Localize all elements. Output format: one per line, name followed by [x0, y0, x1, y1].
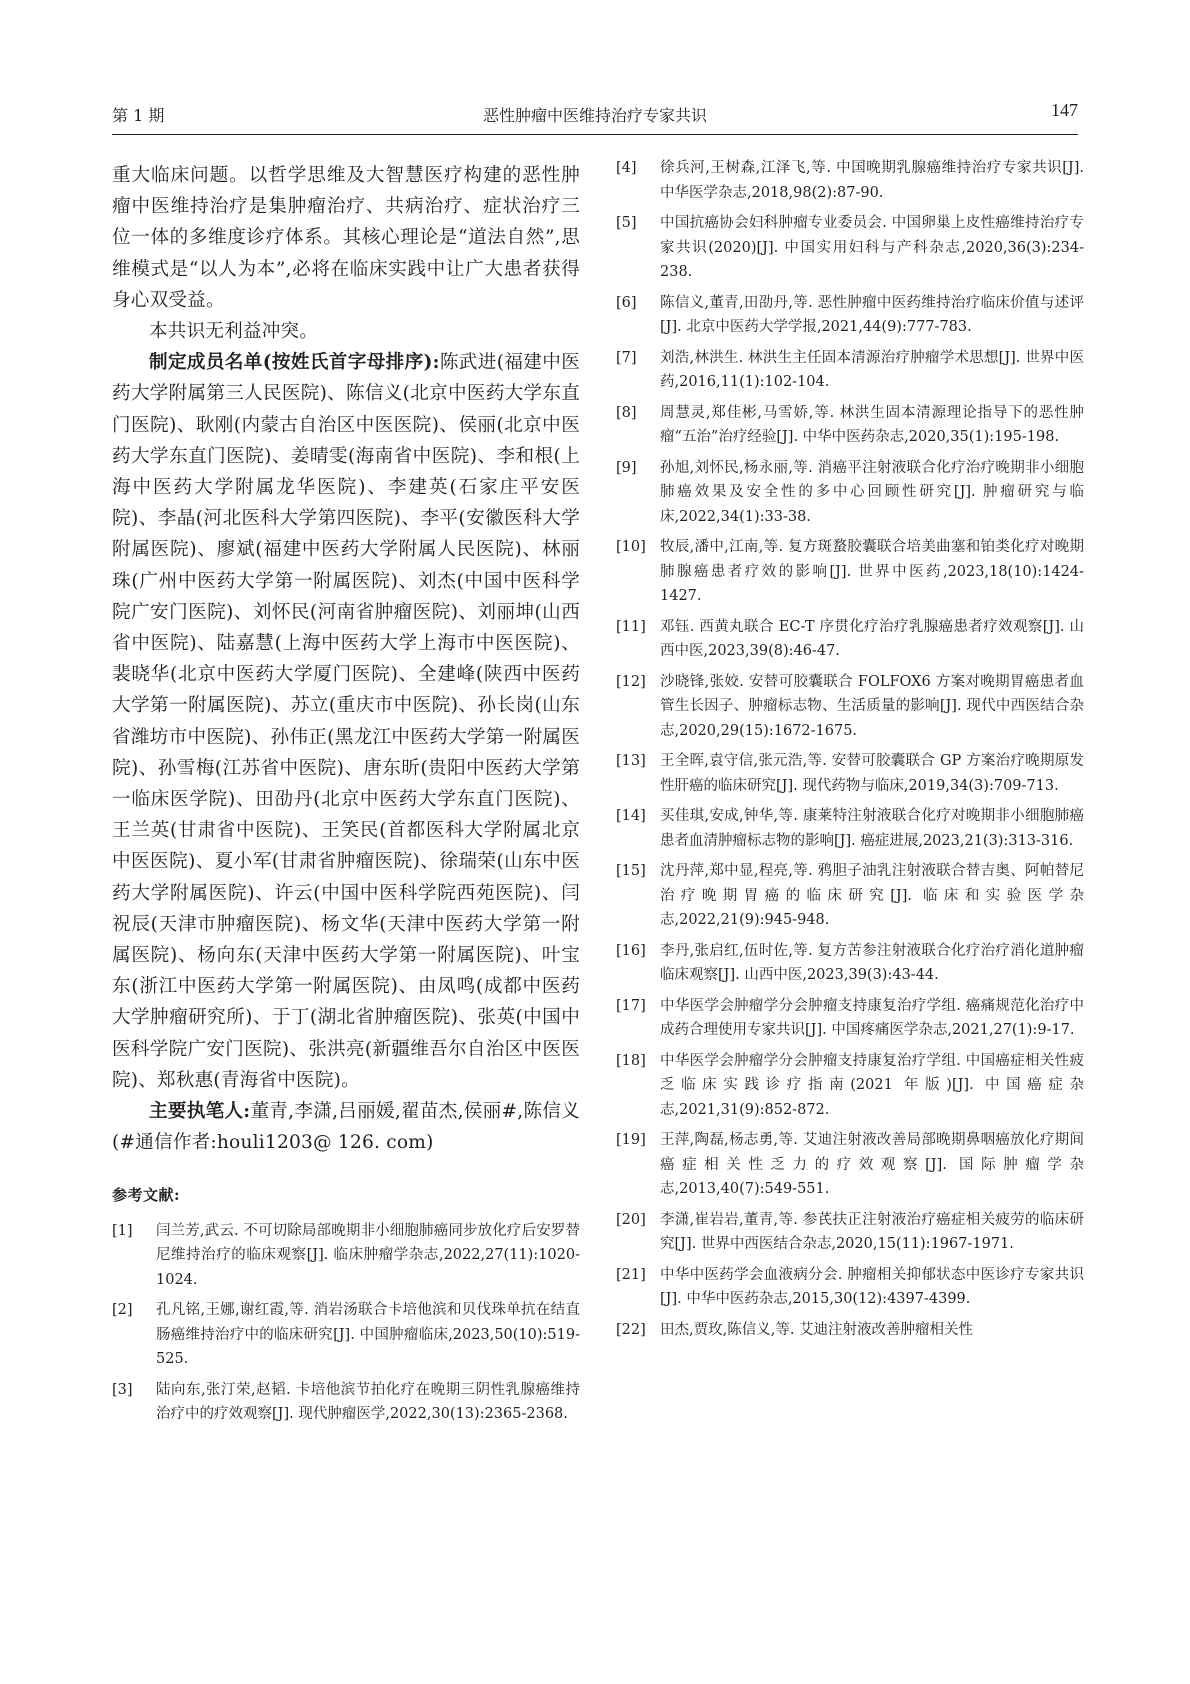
- reference-item: [616, 211, 1084, 285]
- reference-text: 陈信义,董青,田劭丹,等. 恶性肿瘤中医药维持治疗临床价值与述评[J]. 北京中医药大学学报,2021,44(9):777-783.: [660, 294, 1084, 335]
- reference-number: [18]: [616, 1052, 646, 1069]
- reference-item: [616, 291, 1084, 340]
- reference-number: [21]: [616, 1266, 646, 1283]
- running-header: [112, 100, 1078, 127]
- reference-number: [7]: [616, 349, 637, 366]
- running-title: 恶性肿瘤中医维持治疗专家共识: [482, 106, 707, 125]
- reference-number: [19]: [616, 1132, 646, 1148]
- reference-item: [616, 156, 1084, 205]
- reference-text: 牧辰,潘中,江南,等. 复方斑蝥胶囊联合培美曲塞和铂类化疗对晚期肺腺癌患者疗效的影响[J]. 世界中医药,2023,18(10):1424-1427.: [660, 539, 1084, 604]
- reference-number: [20]: [616, 1211, 646, 1228]
- authors-paragraph: [112, 1096, 580, 1158]
- reference-text: 中华中医药学会血液病分会. 肿瘤相关抑郁状态中医诊疗专家共识[J]. 中华中医药杂志,2015,30(12):4397-4399.: [660, 1266, 1084, 1307]
- authors-text: 董青,李潇,吕丽媛,翟苗杰,侯丽#,陈信义(#通信作者:houli1203@ 126. com): [112, 1101, 580, 1154]
- members-label: 制定成员名单(按姓氏首字母排序):: [149, 352, 440, 374]
- reference-item: [616, 859, 1084, 933]
- reference-item: [616, 401, 1084, 450]
- issue-label: 第 1 期: [112, 106, 165, 125]
- header-rule: [112, 134, 1078, 135]
- conflict-statement: 本共识无利益冲突。: [149, 321, 319, 343]
- reference-list-right: [616, 156, 1084, 1342]
- reference-number: [9]: [616, 459, 637, 476]
- reference-text: 中华医学会肿瘤学分会肿瘤支持康复治疗学组. 癌痛规范化治疗中成药合理使用专家共识[J]. 中国疼痛医学杂志,2021,27(1):9-17.: [660, 997, 1084, 1038]
- reference-text: 中国抗癌协会妇科肿瘤专业委员会. 中国卵巢上皮性癌维持治疗专家共识(2020)[J]. 中国实用妇科与产科杂志,2020,36(3):234-238.: [660, 215, 1084, 280]
- reference-item: [616, 939, 1084, 988]
- reference-number: [1]: [112, 1222, 133, 1239]
- reference-item: [616, 670, 1084, 744]
- reference-item: [112, 1219, 580, 1293]
- members-text: 陈武进(福建中医药大学附属第三人民医院)、陈信义(北京中医药大学东直门医院)、耿刚(内蒙古自治区中医医院)、侯丽(北京中医药大学东直门医院)、姜晴雯(海南省中医院)、李和根(上海中医药大学附属龙华医院)、李建英(石家庄平安医院)、李晶(河北医科大学第四医院)、李平(安徽医科大学附属医院)、廖斌(福建中医药大学附属人民医院)、林丽珠(广州中医药大学第一附属医院)、刘杰(中国中医科学院广安门医院)、刘怀民(河南省肿瘤医院)、刘丽坤(山西省中医院)、陆嘉慧(上海中医药大学上海市中医医院)、裴晓华(北京中医药大学厦门医院)、全建峰(陕西中医药大学第一附属医院)、苏立(重庆市中医院)、孙长岗(山东省潍坊市中医院)、孙伟正(黑龙江中医药大学第一附属医院)、孙雪梅(江苏省中医院)、唐东昕(贵阳中医药大学第一临床医学院)、田劭丹(北京中医药大学东直门医院)、王兰英(甘肃省中医院)、王笑民(首都医科大学附属北京中医医院)、夏小军(甘肃省肿瘤医院)、徐瑞荣(山东中医药大学附属医院)、许云(中国中医科学院西苑医院)、闫祝辰(天津市肿瘤医院)、杨文华(天津中医药大学第一附属医院)、杨向东(天津中医药大学第一附属医院)、叶宝东(浙江中医药大学第一附属医院)、由凤鸣(成都中医药大学肿瘤研究所)、于丁(湖北省肿瘤医院)、张英(中国中医科学院广安门医院)、张洪亮(新疆维吾尔自治区中医医院)、郑秋惠(青海省中医院)。: [112, 352, 581, 1091]
- reference-item: [616, 456, 1084, 530]
- reference-text: 徐兵河,王树森,江泽飞,等. 中国晚期乳腺癌维持治疗专家共识[J]. 中华医学杂志,2018,98(2):87-90.: [660, 160, 1084, 201]
- reference-item: [616, 615, 1084, 664]
- reference-text: 买佳琪,安成,钟华,等. 康莱特注射液联合化疗对晚期非小细胞肺癌患者血清肿瘤标志物的影响[J]. 癌症进展,2023,21(3):313-316.: [660, 808, 1084, 849]
- reference-number: [15]: [616, 863, 646, 879]
- reference-item: [112, 1298, 580, 1372]
- reference-number: [4]: [616, 160, 637, 176]
- reference-item: [616, 1208, 1084, 1257]
- reference-text: 王萍,陶磊,杨志勇,等. 艾迪注射液改善局部晚期鼻咽癌放化疗期间癌症相关性乏力的疗效观察[J]. 国际肿瘤学杂志,2013,40(7):549-551.: [660, 1132, 1084, 1197]
- reference-item: [616, 1263, 1084, 1312]
- conclusion-paragraph: 重大临床问题。以哲学思维及大智慧医疗构建的恶性肿瘤中医维持治疗是集肿瘤治疗、共病治疗、症状治疗三位一体的多维度诊疗体系。其核心理论是“道法自然”,思维模式是“以人为本”,必将在临床实践中让广大患者获得身心双受益。: [112, 165, 580, 311]
- reference-number: [5]: [616, 215, 637, 231]
- reference-text: 李潇,崔岩岩,董青,等. 参芪扶正注射液治疗癌症相关疲劳的临床研究[J]. 世界中西医结合杂志,2020,15(11):1967-1971.: [660, 1211, 1084, 1252]
- reference-text: 田杰,贾玫,陈信义,等. 艾迪注射液改善肿瘤相关性: [660, 1321, 974, 1338]
- reference-item: [616, 346, 1084, 395]
- reference-text: 刘浩,林洪生. 林洪生主任固本清源治疗肿瘤学术思想[J]. 世界中医药,2016,11(1):102-104.: [660, 349, 1084, 390]
- reference-item: [616, 749, 1084, 798]
- reference-item: [616, 535, 1084, 609]
- reference-number: [3]: [112, 1381, 133, 1398]
- reference-item: [616, 994, 1084, 1043]
- reference-item: [616, 1318, 1084, 1343]
- right-column: [616, 156, 1084, 1348]
- reference-text: 闫兰芳,武云. 不可切除局部晚期非小细胞肺癌同步放化疗后安罗替尼维持治疗的临床观察[J]. 临床肿瘤学杂志,2022,27(11):1020-1024.: [156, 1222, 580, 1288]
- reference-number: [6]: [616, 294, 637, 311]
- members-paragraph: [112, 347, 580, 1096]
- reference-item: [112, 1378, 580, 1427]
- reference-text: 沙晓锋,张姣. 安替可胶囊联合 FOLFOX6 方案对晚期胃癌患者血管生长因子、肿瘤标志物、生活质量的影响[J]. 现代中西医结合杂志,2020,29(15):1672-1675.: [660, 673, 1084, 739]
- reference-text: 邓钰. 西黄丸联合 EC-T 序贯化疗治疗乳腺癌患者疗效观察[J]. 山西中医,2023,39(8):46-47.: [660, 618, 1084, 659]
- references-heading: 参考文献:: [112, 1185, 181, 1204]
- reference-number: [2]: [112, 1302, 133, 1318]
- reference-text: 李丹,张启红,伍时佐,等. 复方苦参注射液联合化疗治疗消化道肿瘤临床观察[J]. 山西中医,2023,39(3):43-44.: [660, 942, 1084, 983]
- left-column: [112, 160, 580, 1433]
- reference-number: [13]: [616, 753, 646, 769]
- reference-text: 孔凡铭,王娜,谢红霞,等. 消岩汤联合卡培他滨和贝伐珠单抗在结直肠癌维持治疗中的临床研究[J]. 中国肿瘤临床,2023,50(10):519-525.: [156, 1302, 580, 1367]
- reference-item: [616, 1049, 1084, 1123]
- reference-number: [22]: [616, 1321, 646, 1338]
- reference-item: [616, 1128, 1084, 1202]
- reference-number: [11]: [616, 618, 646, 635]
- reference-text: 王全晖,袁守信,张元浩,等. 安替可胶囊联合 GP 方案治疗晚期原发性肝癌的临床研究[J]. 现代药物与临床,2019,34(3):709-713.: [660, 753, 1084, 794]
- reference-list-left: [112, 1219, 580, 1427]
- reference-text: 沈丹萍,郑中显,程亮,等. 鸦胆子油乳注射液联合替吉奥、阿帕替尼治疗晚期胃癌的临床研究[J]. 临床和实验医学杂志,2022,21(9):945-948.: [660, 863, 1084, 928]
- reference-text: 中华医学会肿瘤学分会肿瘤支持康复治疗学组. 中国癌症相关性疲乏临床实践诊疗指南(2021 年版)[J]. 中国癌症杂志,2021,31(9):852-872.: [660, 1052, 1084, 1118]
- reference-number: [14]: [616, 808, 646, 824]
- reference-text: 周慧灵,郑佳彬,马雪娇,等. 林洪生固本清源理论指导下的恶性肿瘤“五治”治疗经验[J]. 中华中医药杂志,2020,35(1):195-198.: [660, 404, 1084, 445]
- reference-number: [16]: [616, 942, 646, 959]
- reference-number: [12]: [616, 673, 646, 690]
- page-number: 147: [1051, 100, 1078, 120]
- reference-text: 孙旭,刘怀民,杨永丽,等. 消癌平注射液联合化疗治疗晚期非小细胞肺癌效果及安全性的多中心回顾性研究[J]. 肿瘤研究与临床,2022,34(1):33-38.: [660, 459, 1084, 525]
- reference-number: [17]: [616, 997, 646, 1014]
- authors-label: 主要执笔人:: [149, 1101, 251, 1123]
- reference-number: [10]: [616, 539, 646, 555]
- reference-text: 陆向东,张汀荣,赵韬. 卡培他滨节拍化疗在晚期三阴性乳腺癌维持治疗中的疗效观察[J]. 现代肿瘤医学,2022,30(13):2365-2368.: [156, 1381, 580, 1422]
- reference-number: [8]: [616, 404, 637, 421]
- reference-item: [616, 804, 1084, 853]
